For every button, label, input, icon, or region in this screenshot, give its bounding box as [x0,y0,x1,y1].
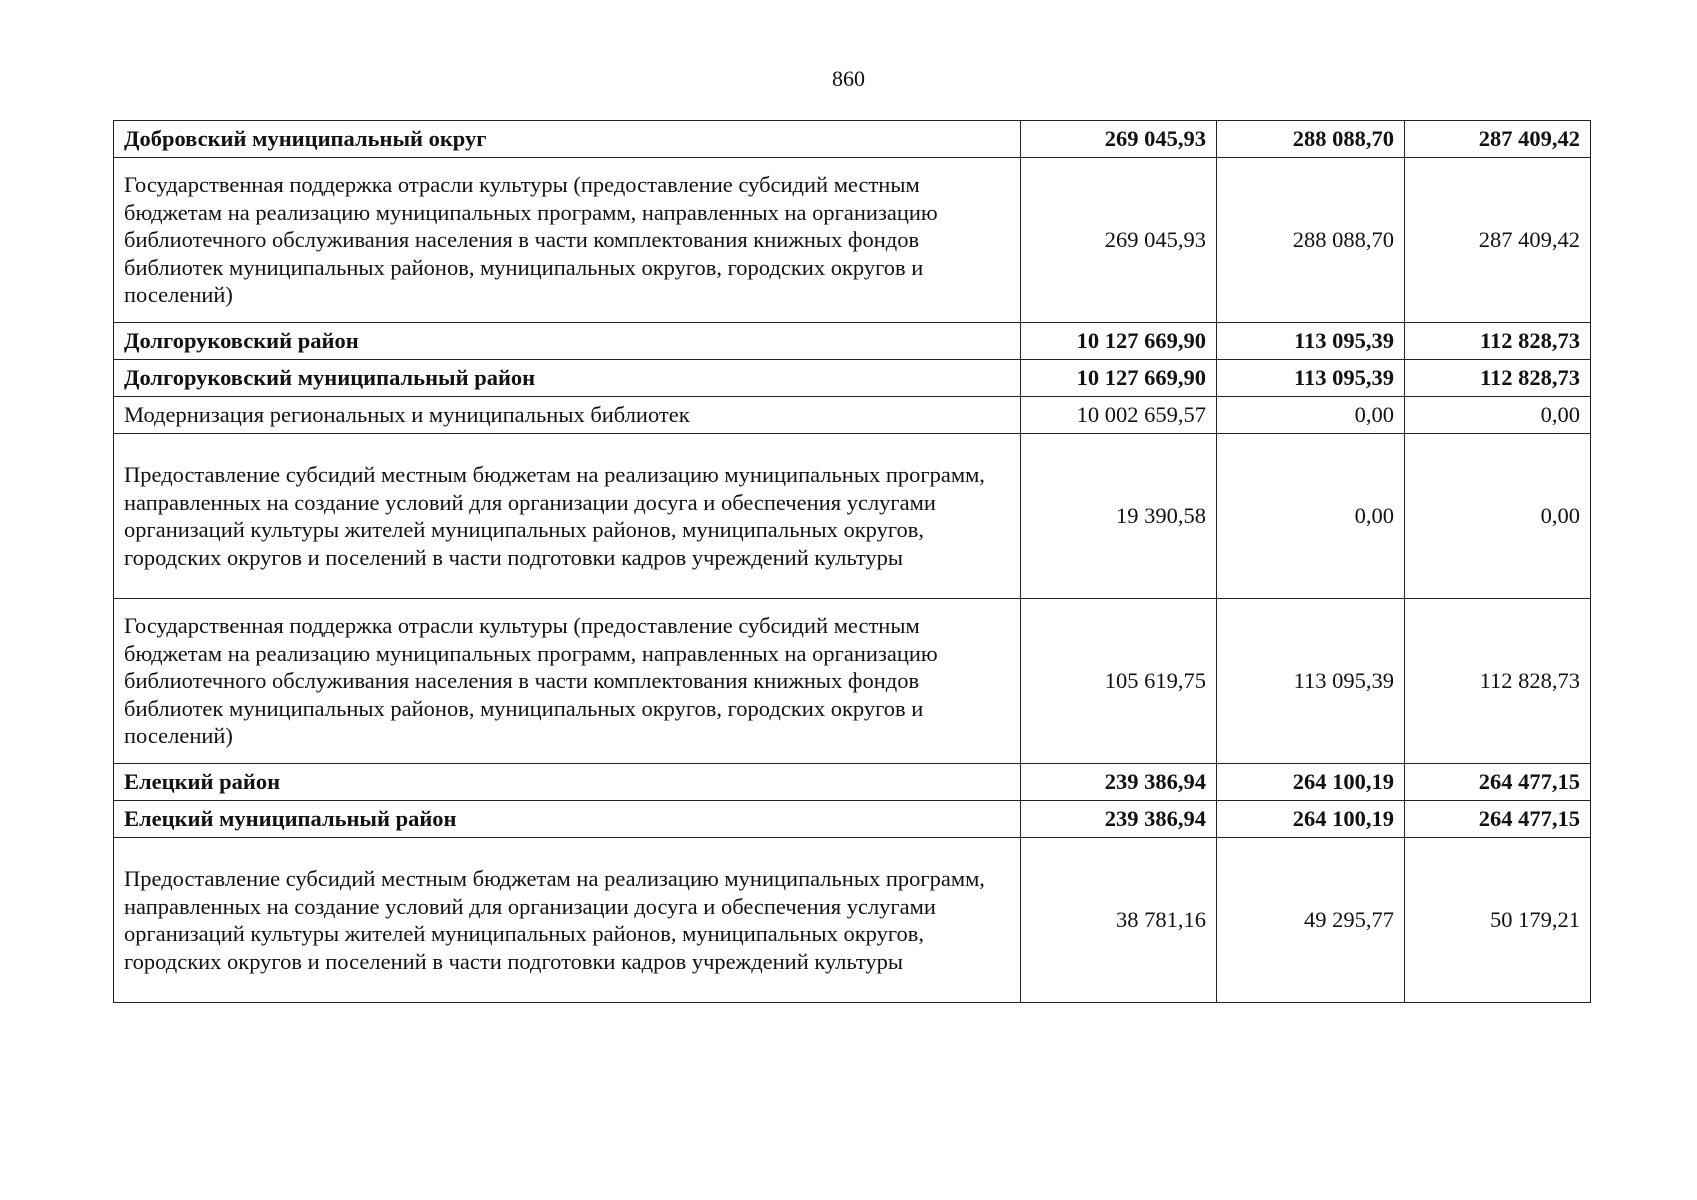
row-value-year-3: 287 409,42 [1405,121,1591,158]
row-value-year-2: 288 088,70 [1217,158,1405,323]
row-name: Государственная поддержка отрасли культуры (предоставление субсидий местным бюджетам на реализацию муниципальных программ, направленных на организацию библиотечного обслуживания населения в части комплектования книжных фондов библиотек муниципальных районов, муниципальных округов, городских округов и поселений) [114,599,1021,764]
table-row [114,838,1591,1003]
row-value-year-2: 113 095,39 [1217,360,1405,397]
table-row [114,764,1591,801]
row-value-year-1: 38 781,16 [1021,838,1217,1003]
row-value-year-3: 287 409,42 [1405,158,1591,323]
row-value-year-1: 10 002 659,57 [1021,397,1217,434]
row-value-year-2: 288 088,70 [1217,121,1405,158]
row-name: Предоставление субсидий местным бюджетам на реализацию муниципальных программ, направленных на создание условий для организации досуга и обеспечения услугами организаций культуры жителей муниципальных районов, муниципальных округов, городских округов и поселений в части подготовки кадров учреждений культуры [114,434,1021,599]
row-value-year-2: 113 095,39 [1217,599,1405,764]
page-number: 860 [832,66,865,91]
row-value-year-3: 112 828,73 [1405,323,1591,360]
row-name: Елецкий муниципальный район [114,801,1021,838]
row-value-year-3: 112 828,73 [1405,599,1591,764]
row-value-year-3: 264 477,15 [1405,764,1591,801]
row-value-year-1: 10 127 669,90 [1021,323,1217,360]
table-row [114,397,1591,434]
table-row [114,121,1591,158]
row-name: Долгоруковский район [114,323,1021,360]
row-value-year-3: 0,00 [1405,434,1591,599]
row-value-year-1: 269 045,93 [1021,158,1217,323]
row-value-year-2: 0,00 [1217,434,1405,599]
row-name: Модернизация региональных и муниципальных библиотек [114,397,1021,434]
row-value-year-3: 264 477,15 [1405,801,1591,838]
table-row [114,599,1591,764]
row-name: Добровский муниципальный округ [114,121,1021,158]
row-name: Государственная поддержка отрасли культуры (предоставление субсидий местным бюджетам на реализацию муниципальных программ, направленных на организацию библиотечного обслуживания населения в части комплектования книжных фондов библиотек муниципальных районов, муниципальных округов, городских округов и поселений) [114,158,1021,323]
row-value-year-3: 50 179,21 [1405,838,1591,1003]
budget-table-body [114,121,1591,1003]
row-value-year-2: 0,00 [1217,397,1405,434]
row-name: Предоставление субсидий местным бюджетам на реализацию муниципальных программ, направленных на создание условий для организации досуга и обеспечения услугами организаций культуры жителей муниципальных районов, муниципальных округов, городских округов и поселений в части подготовки кадров учреждений культуры [114,838,1021,1003]
row-value-year-3: 112 828,73 [1405,360,1591,397]
row-value-year-1: 239 386,94 [1021,764,1217,801]
row-value-year-1: 239 386,94 [1021,801,1217,838]
row-value-year-1: 269 045,93 [1021,121,1217,158]
budget-table [113,120,1591,1003]
table-row [114,323,1591,360]
row-value-year-2: 49 295,77 [1217,838,1405,1003]
table-row [114,158,1591,323]
row-value-year-3: 0,00 [1405,397,1591,434]
row-name: Елецкий район [114,764,1021,801]
table-row [114,801,1591,838]
row-value-year-1: 105 619,75 [1021,599,1217,764]
row-name: Долгоруковский муниципальный район [114,360,1021,397]
row-value-year-2: 264 100,19 [1217,801,1405,838]
row-value-year-1: 10 127 669,90 [1021,360,1217,397]
row-value-year-2: 113 095,39 [1217,323,1405,360]
row-value-year-2: 264 100,19 [1217,764,1405,801]
table-row [114,434,1591,599]
row-value-year-1: 19 390,58 [1021,434,1217,599]
table-row [114,360,1591,397]
